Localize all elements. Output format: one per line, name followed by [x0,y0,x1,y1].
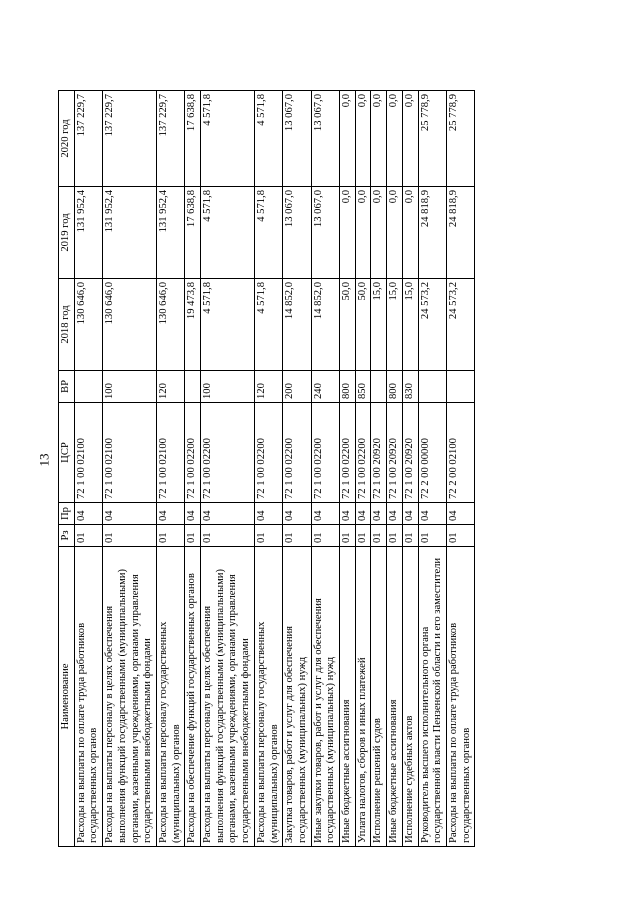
cell-2018: 130 646,0 [156,279,184,371]
cell-2019: 131 952,4 [74,187,102,279]
cell-vr: 200 [283,371,311,403]
table-row [103,91,157,847]
page-number: 13 [36,453,52,467]
cell-rz: 01 [311,525,339,547]
cell-2020: 0,0 [355,91,371,187]
cell-2020: 25 778,9 [418,91,446,187]
cell-2018: 14 852,0 [311,279,339,371]
cell-name: Расходы на выплаты по оплате труда работников государственных органов [446,547,474,847]
cell-pr: 04 [446,503,474,525]
cell-2019: 24 818,9 [418,187,446,279]
cell-vr [74,371,102,403]
cell-pr: 04 [201,503,255,525]
cell-csr: 72 1 00 02200 [185,403,201,503]
cell-2018: 130 646,0 [103,279,157,371]
budget-table [58,90,475,847]
table-row [156,91,184,847]
cell-rz: 01 [254,525,282,547]
cell-vr: 120 [254,371,282,403]
cell-csr: 72 1 00 02200 [340,403,356,503]
cell-2019: 24 818,9 [446,187,474,279]
cell-2019: 131 952,4 [156,187,184,279]
cell-pr: 04 [355,503,371,525]
cell-2020: 4 571,8 [254,91,282,187]
cell-csr: 72 2 00 00000 [418,403,446,503]
header-rz: Рз [59,525,75,547]
header-vr: ВР [59,371,75,403]
cell-rz: 01 [402,525,418,547]
cell-csr: 72 1 00 02200 [254,403,282,503]
table-row [185,91,201,847]
header-pr: Пр [59,503,75,525]
cell-2018: 15,0 [387,279,403,371]
cell-2020: 17 638,8 [185,91,201,187]
cell-2018: 4 571,8 [254,279,282,371]
cell-pr: 04 [254,503,282,525]
cell-name: Иные закупки товаров, работ и услуг для обеспечения государственных (муниципальных) нужд [311,547,339,847]
cell-2019: 0,0 [387,187,403,279]
cell-2019: 13 067,0 [283,187,311,279]
table-row [283,91,311,847]
cell-2020: 0,0 [340,91,356,187]
cell-vr: 240 [311,371,339,403]
cell-2019: 0,0 [371,187,387,279]
cell-rz: 01 [156,525,184,547]
cell-name: Расходы на выплаты персоналу государственных (муниципальных) органов [254,547,282,847]
header-2018: 2018 год [59,279,75,371]
table-row [371,91,387,847]
cell-name: Исполнение судебных актов [402,547,418,847]
cell-pr: 04 [402,503,418,525]
cell-csr: 72 1 00 02100 [103,403,157,503]
cell-2020: 4 571,8 [201,91,255,187]
cell-vr: 850 [355,371,371,403]
cell-pr: 04 [185,503,201,525]
cell-2018: 4 571,8 [201,279,255,371]
cell-vr: 120 [156,371,184,403]
cell-rz: 01 [185,525,201,547]
cell-csr: 72 1 00 02200 [355,403,371,503]
cell-2020: 137 229,7 [103,91,157,187]
cell-csr: 72 1 00 02200 [311,403,339,503]
cell-vr [418,371,446,403]
cell-2019: 4 571,8 [201,187,255,279]
table-row [340,91,356,847]
cell-rz: 01 [418,525,446,547]
table-row [418,91,446,847]
header-name: Наименование [59,547,75,847]
cell-2018: 15,0 [402,279,418,371]
cell-2020: 25 778,9 [446,91,474,187]
cell-name: Расходы на выплаты персоналу в целях обеспечения выполнения функций государственными (муниципальными) органами, казенными учреждениями, органами управления государственными внебюджетными фондами [201,547,255,847]
cell-pr: 04 [340,503,356,525]
cell-csr: 72 1 00 20920 [387,403,403,503]
cell-vr: 800 [387,371,403,403]
cell-rz: 01 [340,525,356,547]
cell-2020: 0,0 [387,91,403,187]
cell-rz: 01 [74,525,102,547]
cell-vr [446,371,474,403]
cell-name: Иные бюджетные ассигнования [387,547,403,847]
cell-2020: 0,0 [371,91,387,187]
cell-rz: 01 [446,525,474,547]
cell-2018: 24 573,2 [446,279,474,371]
cell-2020: 0,0 [402,91,418,187]
header-2020: 2020 год [59,91,75,187]
cell-name: Расходы на обеспечение функций государственных органов [185,547,201,847]
cell-vr [371,371,387,403]
header-2019: 2019 год [59,187,75,279]
cell-rz: 01 [283,525,311,547]
cell-2018: 130 646,0 [74,279,102,371]
cell-name: Закупка товаров, работ и услуг для обеспечения государственных (муниципальных) нужд [283,547,311,847]
cell-2020: 13 067,0 [311,91,339,187]
cell-rz: 01 [387,525,403,547]
cell-pr: 04 [387,503,403,525]
cell-pr: 04 [74,503,102,525]
cell-2019: 4 571,8 [254,187,282,279]
cell-2019: 0,0 [340,187,356,279]
cell-vr: 100 [103,371,157,403]
cell-2019: 0,0 [355,187,371,279]
table-row [74,91,102,847]
cell-2019: 13 067,0 [311,187,339,279]
cell-name: Иные бюджетные ассигнования [340,547,356,847]
cell-name: Расходы на выплаты персоналу в целях обеспечения выполнения функций государственными (муниципальными) органами, казенными учреждениями, органами управления государственными внебюджетными фондами [103,547,157,847]
cell-pr: 04 [418,503,446,525]
table-header-row [59,91,75,847]
cell-rz: 01 [201,525,255,547]
header-csr: ЦСР [59,403,75,503]
cell-2020: 13 067,0 [283,91,311,187]
cell-pr: 04 [283,503,311,525]
cell-csr: 72 2 00 02100 [446,403,474,503]
cell-csr: 72 1 00 02200 [201,403,255,503]
cell-pr: 04 [103,503,157,525]
cell-2020: 137 229,7 [74,91,102,187]
cell-2019: 0,0 [402,187,418,279]
cell-csr: 72 1 00 02100 [156,403,184,503]
cell-2018: 24 573,2 [418,279,446,371]
table-row [387,91,403,847]
table-row [254,91,282,847]
cell-pr: 04 [371,503,387,525]
cell-2019: 17 638,8 [185,187,201,279]
cell-2018: 50,0 [355,279,371,371]
cell-name: Руководитель высшего исполнительного органа государственной власти Пензенской области и его заместители [418,547,446,847]
rotated-table-container [58,91,582,847]
table-row [402,91,418,847]
cell-vr: 800 [340,371,356,403]
cell-name: Расходы на выплаты по оплате труда работников государственных органов [74,547,102,847]
cell-vr: 100 [201,371,255,403]
cell-csr: 72 1 00 20920 [402,403,418,503]
cell-rz: 01 [103,525,157,547]
cell-2018: 50,0 [340,279,356,371]
cell-vr: 830 [402,371,418,403]
cell-2018: 15,0 [371,279,387,371]
cell-2020: 137 229,7 [156,91,184,187]
table-row [201,91,255,847]
cell-rz: 01 [355,525,371,547]
table-row [446,91,474,847]
table-row [311,91,339,847]
cell-csr: 72 1 00 02100 [74,403,102,503]
cell-pr: 04 [156,503,184,525]
cell-2019: 131 952,4 [103,187,157,279]
table-row [355,91,371,847]
cell-name: Расходы на выплаты персоналу государственных (муниципальных) органов [156,547,184,847]
cell-pr: 04 [311,503,339,525]
cell-2018: 19 473,8 [185,279,201,371]
cell-name: Уплата налогов, сборов и иных платежей [355,547,371,847]
cell-rz: 01 [371,525,387,547]
cell-2018: 14 852,0 [283,279,311,371]
cell-vr [185,371,201,403]
cell-name: Исполнение решений судов [371,547,387,847]
cell-csr: 72 1 00 02200 [283,403,311,503]
cell-csr: 72 1 00 20920 [371,403,387,503]
